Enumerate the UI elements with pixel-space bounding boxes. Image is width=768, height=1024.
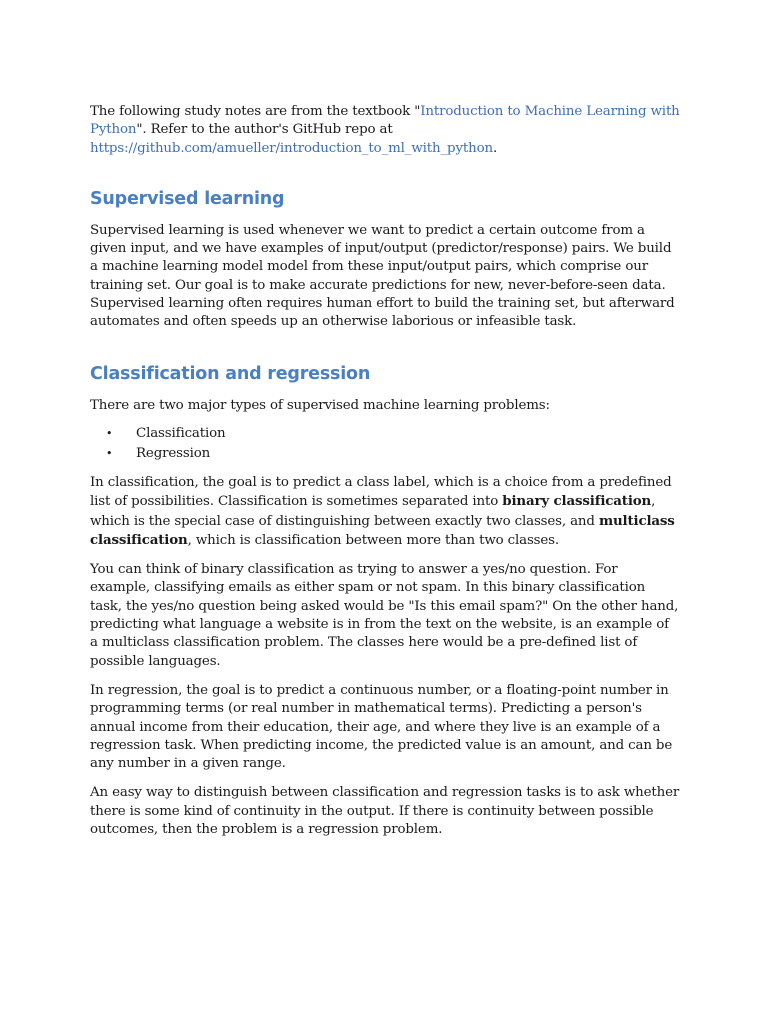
list-item [90,424,680,445]
supervised-learning-paragraph: Supervised learning is used whenever we want to predict a certain outcome from a given input, and we have examples of input/output (predictor/response) pairs. We build a machine learning model model from these input/output pairs, which comprise our training set. Our goal is to make accurate predictions for new, never-before-seen data. Supervised learning often requires human effort to build the training set, but afterward automates and often speeds up an otherwise laborious or infeasible task. [90,222,675,330]
regression-paragraph: In regression, the goal is to predict a continuous number, or a floating-point number in programming terms (or real number in mathematical terms). Predicting a person's annual income from their education, their age, and where they live is an example of a regression task. When predicting income, the predicted value is an amount, and can be any number in a given range. [90,682,673,772]
bullet-icon: • [106,447,113,461]
multiclass-classification-term: multiclass classification [90,512,675,548]
distinguish-paragraph: An easy way to distinguish between classification and regression tasks is to ask whether there is some kind of continuity in the output. If there is continuity between possible outcomes, then the problem is a regression problem. [90,785,680,838]
binary-classification-term: binary classification [502,493,652,510]
list-item-label: Classification [136,425,226,441]
classification-text-3: , which is classification between more than two classes. [187,532,560,548]
document-page [90,103,680,839]
problem-types-intro: There are two major types of supervised machine learning problems: [90,397,550,413]
book-title-link[interactable]: Introduction to Machine Learning with Python [90,104,680,138]
problem-types-list [90,424,680,465]
intro-text-middle: ". Refer to the author's GitHub repo at [136,122,393,138]
intro-text-before: The following study notes are from the textbook " [90,104,421,119]
github-repo-link[interactable]: https://github.com/amueller/introduction_to_ml_with_python [90,140,493,156]
list-item [90,444,680,465]
list-item-label: Regression [136,446,211,462]
heading-classification-and-regression: Classification and regression [90,363,371,384]
bullet-icon: • [106,426,113,440]
classification-paragraph [90,474,680,550]
intro-text-after: . [492,140,498,156]
classification-text-2: , which is the special case of distinguishing between exactly two classes, and [90,494,656,529]
binary-classification-paragraph: You can think of binary classification as trying to answer a yes/no question. For example, classifying emails as either spam or not spam. In this binary classification task, the yes/no question being asked would be "Is this email spam?" On the other hand, predicting what language a website is in from the text on the website, is an example of a multiclass classification problem. The classes here would be a pre-defined list of possible languages. [90,562,679,669]
heading-supervised-learning: Supervised learning [90,188,285,209]
intro-paragraph [90,103,680,158]
classification-text-1: In classification, the goal is to predict a class label, which is a choice from a predefined list of possibilities. Classification is sometimes separated into [90,474,672,510]
